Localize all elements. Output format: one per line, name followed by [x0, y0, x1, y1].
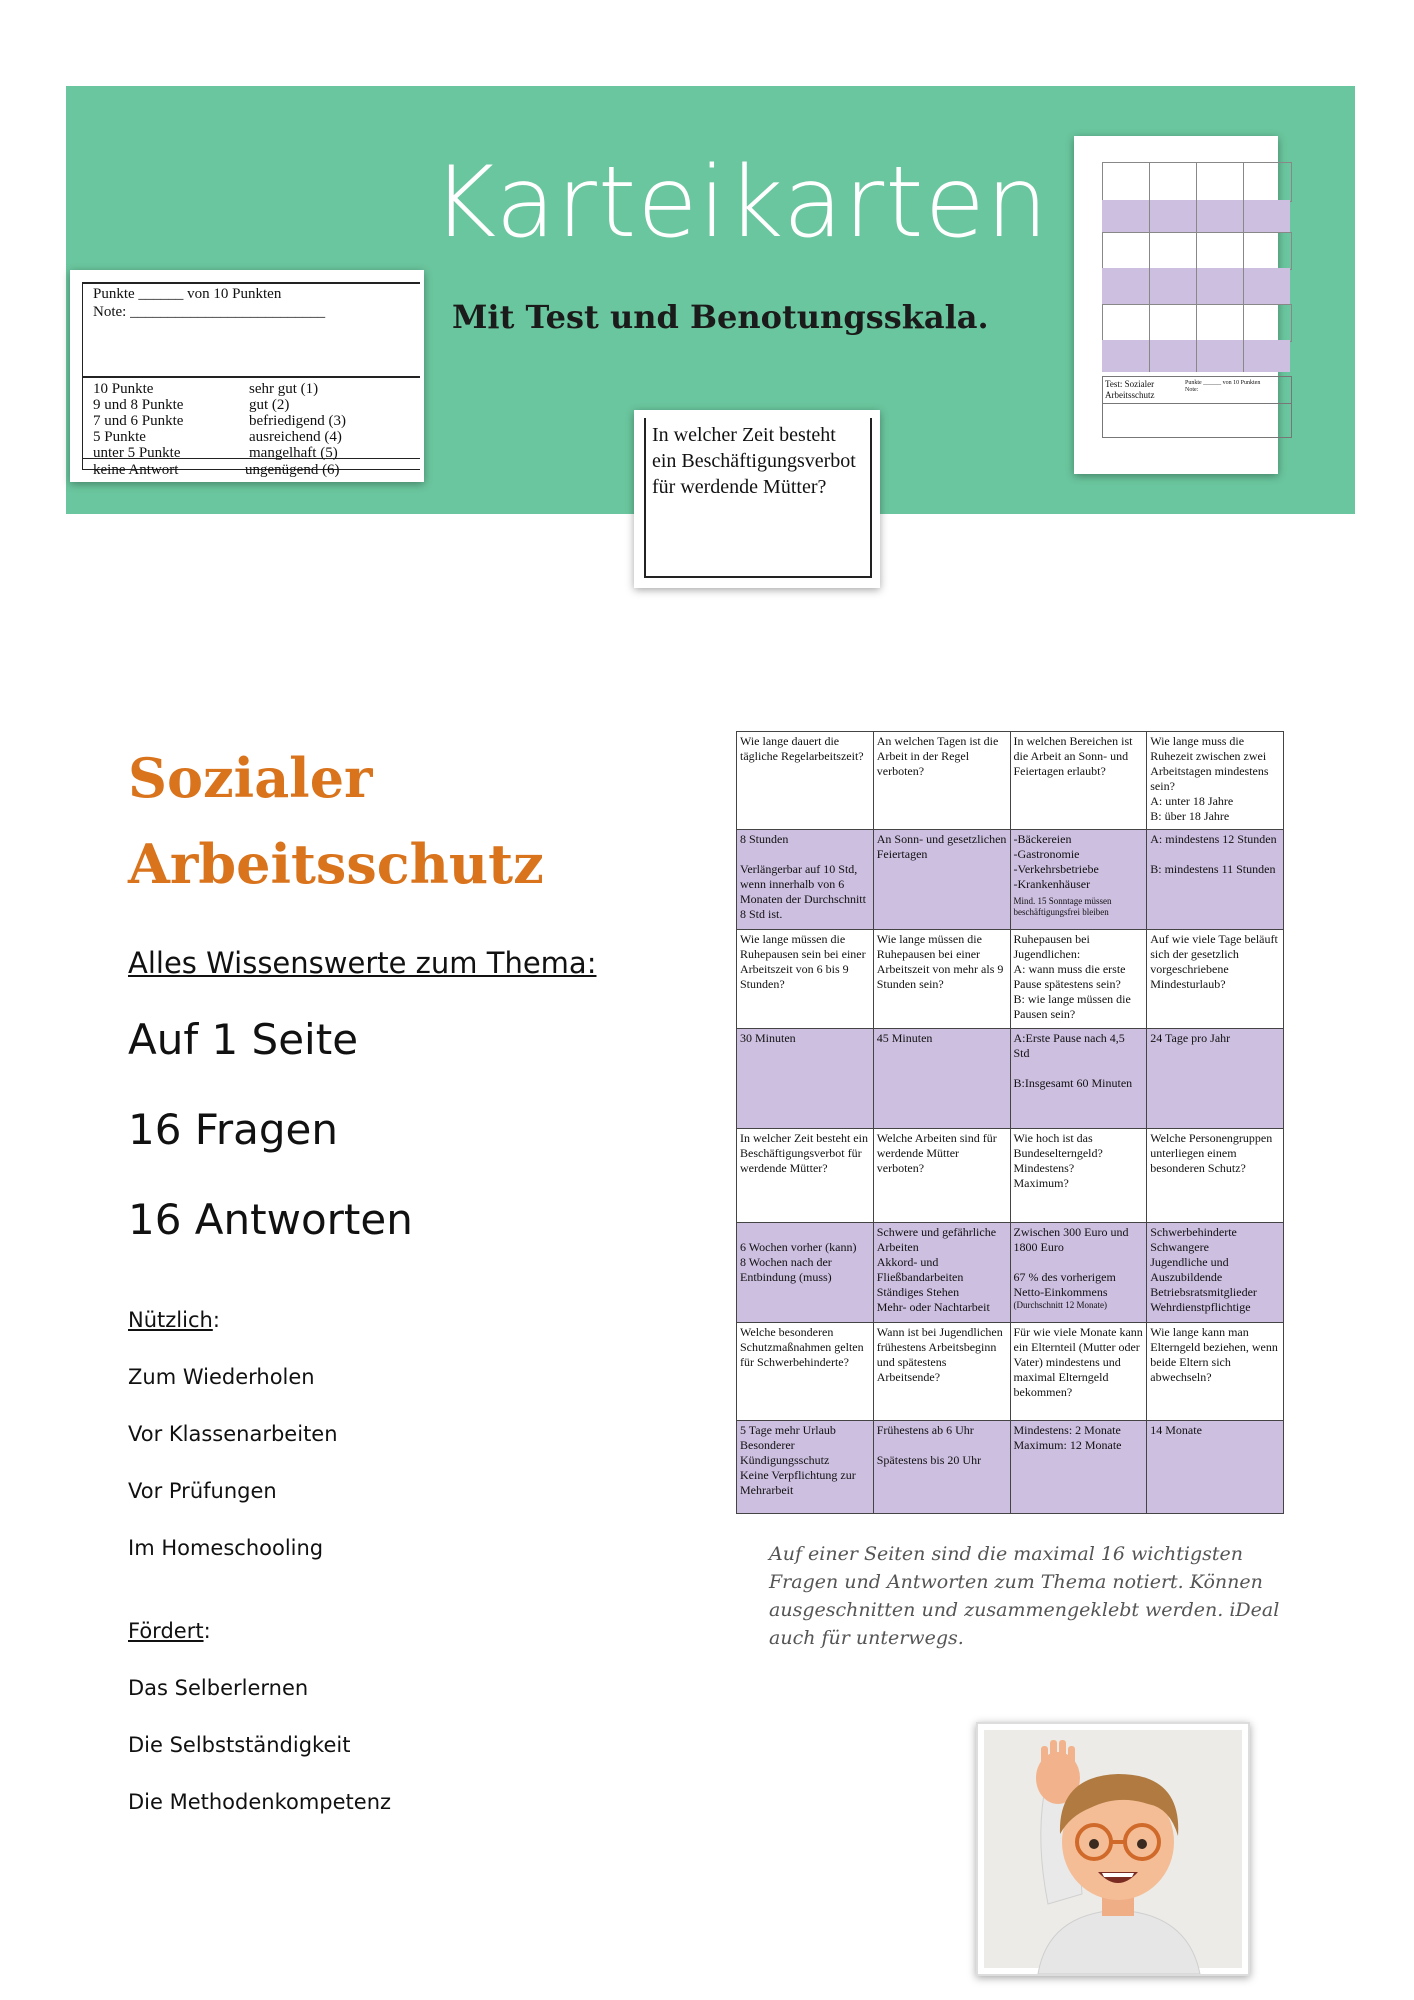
question-cell: Wie lange kann man Elterngeld beziehen, wenn beide Eltern sich abwechseln? [1147, 1323, 1284, 1421]
answer-cell: An Sonn- und gesetzlichen Feiertagen [873, 830, 1010, 930]
answer-cell: Zwischen 300 Euro und 1800 Euro 67 % des vorherigem Netto-Einkommens (Durchschnitt 12 Monate) [1010, 1223, 1147, 1323]
promotes-item: Das Selberlernen [128, 1676, 309, 1700]
question-cell: Wie hoch ist das Bundeselterngeld? Mindestens? Maximum? [1010, 1129, 1147, 1223]
feature-answers: 16 Antworten [128, 1195, 413, 1244]
question-card-text: In welcher Zeit besteht ein Beschäftigungsverbot für werdende Mütter? [644, 418, 872, 578]
answer-cell: Frühestens ab 6 Uhr Spätestens bis 20 Uhr [873, 1421, 1010, 1514]
question-cell: Wann ist bei Jugendlichen frühestens Arbeitsbeginn und spätestens Arbeitsende? [873, 1323, 1010, 1421]
thumbnail-grid [1102, 162, 1290, 372]
grade-row: 10 Punkte sehr gut (1) [93, 381, 319, 397]
answer-row [737, 1421, 1284, 1514]
useful-item: Vor Klassenarbeiten [128, 1422, 338, 1446]
grading-scale-card [70, 270, 424, 482]
question-cell: Welche Personengruppen unterliegen einem besonderen Schutz? [1147, 1129, 1284, 1223]
useful-item: Zum Wiederholen [128, 1365, 315, 1389]
question-cell: Wie lange müssen die Ruhepausen sein bei einer Arbeitszeit von 6 bis 9 Stunden? [737, 930, 874, 1029]
answer-row [737, 830, 1284, 930]
answer-cell: Schwerbehinderte Schwangere Jugendliche und Auszubildende Betriebsratsmitglieder Wehrdienstpflichtige [1147, 1223, 1284, 1323]
question-cell: In welchen Bereichen ist die Arbeit an Sonn- und Feiertagen erlaubt? [1010, 732, 1147, 830]
answer-cell: -Bäckereien -Gastronomie -Verkehrsbetriebe -Krankenhäuser Mind. 15 Sonntage müssen beschäftigungsfrei bleiben [1010, 830, 1147, 930]
question-row [737, 1323, 1284, 1421]
question-row [737, 732, 1284, 830]
divider [82, 458, 420, 459]
grade-row: 5 Punkte ausreichend (4) [93, 429, 342, 445]
note-line: Note: __________________________ [93, 304, 326, 320]
answer-cell: 14 Monate [1147, 1421, 1284, 1514]
useful-item: Im Homeschooling [128, 1536, 324, 1560]
answer-cell: Schwere und gefährliche Arbeiten Akkord- und Fließbandarbeiten Ständiges Stehen Mehr- oder Nachtarbeit [873, 1223, 1010, 1323]
promotes-heading: Fördert: [128, 1619, 211, 1643]
thumbnail-test-box: Test: Sozialer Arbeitsschutz Punkte ______ von 10 Punkten Note: [1102, 376, 1292, 438]
fine-print: (Durchschnitt 12 Monate) [1013, 1300, 1107, 1310]
question-cell: Wie lange müssen die Ruhepausen bei einer Arbeitszeit von mehr als 9 Stunden sein? [873, 930, 1010, 1029]
fine-print: Mind. 15 Sonntage müssen beschäftigungsfrei bleiben [1013, 896, 1112, 917]
answer-row [737, 1223, 1284, 1323]
grade-row: 9 und 8 Punkte gut (2) [93, 397, 290, 413]
promotes-item: Die Methodenkompetenz [128, 1790, 392, 1814]
answer-cell: A: mindestens 12 Stunden B: mindestens 11 Stunden [1147, 830, 1284, 930]
question-cell: Für wie viele Monate kann ein Elternteil (Mutter oder Vater) mindestens und maximal Elterngeld bekommen? [1010, 1323, 1147, 1421]
feature-pages: Auf 1 Seite [128, 1015, 359, 1064]
banner-subtitle: Mit Test und Benotungsskala. [452, 298, 989, 336]
question-row [737, 930, 1284, 1029]
answer-cell: 6 Wochen vorher (kann) 8 Wochen nach der Entbindung (muss) [737, 1223, 874, 1323]
feature-questions: 16 Fragen [128, 1105, 339, 1154]
grade-row: 7 und 6 Punkte befriedigend (3) [93, 413, 347, 429]
points-line: Punkte ______ von 10 Punkten [93, 286, 282, 302]
answer-cell: 45 Minuten [873, 1029, 1010, 1129]
question-cell: In welcher Zeit besteht ein Beschäftigungsverbot für werdende Mütter? [737, 1129, 874, 1223]
answer-cell: 8 Stunden Verlängerbar auf 10 Std, wenn innerhalb von 6 Monaten der Durchschnitt 8 Std ist. [737, 830, 874, 930]
question-cell: Wie lange dauert die tägliche Regelarbeitszeit? [737, 732, 874, 830]
question-cell: Welche Arbeiten sind für werdende Mütter verboten? [873, 1129, 1010, 1223]
avatar-image [976, 1722, 1250, 1976]
divider [82, 376, 420, 378]
answer-cell: 30 Minuten [737, 1029, 874, 1129]
useful-heading: Nützlich: [128, 1308, 220, 1332]
question-row [737, 1129, 1284, 1223]
topic-title: Sozialer Arbeitsschutz [128, 746, 544, 896]
description-caption: Auf einer Seiten sind die maximal 16 wichtigsten Fragen und Antworten zum Thema notiert. Können ausgeschnitten und zusammengeklebt werden. iDeal auch für unterwegs. [769, 1543, 1280, 1649]
grade-row: unter 5 Punkte mangelhaft (5) [93, 445, 338, 461]
useful-item: Vor Prüfungen [128, 1479, 277, 1503]
question-cell: Welche besonderen Schutzmaßnahmen gelten für Schwerbehinderte? [737, 1323, 874, 1421]
grade-row: keine Antwort ungenügend (6) [93, 462, 340, 478]
answer-cell: 5 Tage mehr Urlaub Besonderer Kündigungsschutz Keine Verpflichtung zur Mehrarbeit [737, 1421, 874, 1514]
topic-subheading: Alles Wissenswerte zum Thema: [128, 946, 597, 980]
worksheet-thumbnail [1074, 136, 1278, 474]
qa-table-preview [736, 731, 1284, 1514]
memoji-avatar-icon [978, 1724, 1248, 1974]
question-cell: Auf wie viele Tage beläuft sich der gesetzlich vorgeschriebene Mindesturlaub? [1147, 930, 1284, 1029]
answer-cell: Mindestens: 2 Monate Maximum: 12 Monate [1010, 1421, 1147, 1514]
answer-row [737, 1029, 1284, 1129]
question-cell: An welchen Tagen ist die Arbeit in der Regel verboten? [873, 732, 1010, 830]
question-card [634, 410, 880, 588]
promotes-item: Die Selbstständigkeit [128, 1733, 351, 1757]
question-cell: Wie lange muss die Ruhezeit zwischen zwei Arbeitstagen mindestens sein? A: unter 18 Jahre B: über 18 Jahre [1147, 732, 1284, 830]
answer-cell: A:Erste Pause nach 4,5 Std B:Insgesamt 60 Minuten [1010, 1029, 1147, 1129]
banner-title: Karteikarten [431, 146, 1050, 260]
answer-cell: 24 Tage pro Jahr [1147, 1029, 1284, 1129]
question-cell: Ruhepausen bei Jugendlichen: A: wann muss die erste Pause spätestens sein? B: wie lange müssen die Pausen sein? [1010, 930, 1147, 1029]
